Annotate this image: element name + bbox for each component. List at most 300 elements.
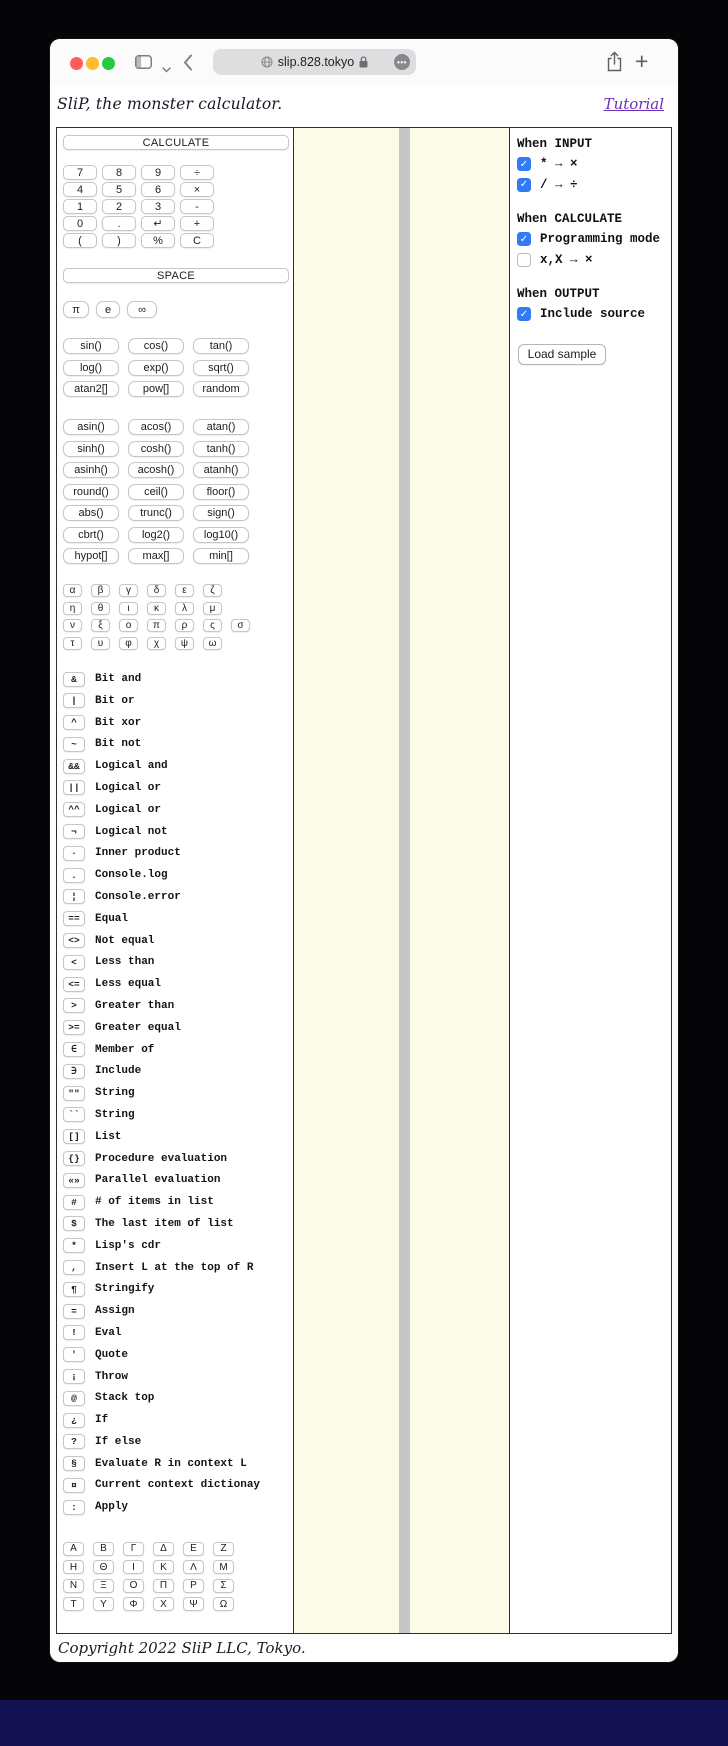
operator-button[interactable]: == xyxy=(63,911,85,926)
operator-list xyxy=(63,672,293,1515)
function-button[interactable]: exp() xyxy=(128,360,184,376)
function-button[interactable]: sin() xyxy=(63,338,119,354)
constant-button[interactable]: ∞ xyxy=(127,301,157,318)
operator-row xyxy=(63,1434,293,1449)
function-button[interactable]: asin() xyxy=(63,419,119,435)
function-button[interactable]: ceil() xyxy=(128,484,184,500)
operator-button[interactable]: ~ xyxy=(63,737,85,752)
greek-letter-button[interactable]: Γ xyxy=(123,1542,144,1556)
globe-icon xyxy=(261,56,273,68)
function-button[interactable]: atan2[] xyxy=(63,381,119,397)
greek-letter-button[interactable]: Υ xyxy=(93,1597,114,1611)
greek-letter-button[interactable]: β xyxy=(91,584,110,597)
button-row xyxy=(63,1560,293,1574)
desktop-background-strip xyxy=(0,1700,728,1746)
function-button[interactable]: log2() xyxy=(128,527,184,543)
function-button[interactable]: cosh() xyxy=(128,441,184,457)
greek-letter-button[interactable]: ι xyxy=(119,602,138,615)
operator-label: String xyxy=(95,1087,135,1100)
button-row xyxy=(63,360,293,376)
operator-row xyxy=(63,1456,293,1471)
greek-letter-button[interactable]: Ρ xyxy=(183,1579,204,1593)
checkbox[interactable]: ✓ xyxy=(517,157,531,171)
greek-letter-button[interactable]: τ xyxy=(63,637,82,650)
operator-label: Include xyxy=(95,1065,142,1078)
operator-label: List xyxy=(95,1130,122,1143)
operator-button[interactable]: ¿ xyxy=(63,1413,85,1428)
greek-letter-button[interactable]: σ xyxy=(231,619,250,632)
operator-button[interactable]: ! xyxy=(63,1325,85,1340)
operator-button[interactable]: ^ xyxy=(63,715,85,730)
page-title: SliP, the monster calculator. xyxy=(57,95,283,113)
editor-pane-left[interactable] xyxy=(294,128,399,1633)
greek-letter-button[interactable]: ε xyxy=(175,584,194,597)
load-sample-button[interactable]: Load sample xyxy=(518,344,606,365)
tutorial-link[interactable]: Tutorial xyxy=(603,95,664,113)
sidebar-toggle-icon[interactable] xyxy=(135,55,152,74)
operator-label: String xyxy=(95,1108,135,1121)
function-button[interactable]: log() xyxy=(63,360,119,376)
button-row xyxy=(63,505,293,521)
button-row xyxy=(63,165,293,180)
greek-letter-button[interactable]: Τ xyxy=(63,1597,84,1611)
options-group-title: When CALCULATE xyxy=(517,212,623,226)
options-group-title: When INPUT xyxy=(517,137,593,151)
operator-label: The last item of list xyxy=(95,1217,234,1230)
numpad-key[interactable]: 6 xyxy=(141,182,175,197)
operator-row xyxy=(63,759,293,774)
operator-row xyxy=(63,1086,293,1101)
operator-row xyxy=(63,977,293,992)
operator-row xyxy=(63,1064,293,1079)
operator-row xyxy=(63,1325,293,1340)
numpad-key[interactable]: 5 xyxy=(102,182,136,197)
numpad-key[interactable]: 9 xyxy=(141,165,175,180)
operator-row xyxy=(63,693,293,708)
operator-button[interactable]: && xyxy=(63,759,85,774)
greek-letter-button[interactable]: π xyxy=(147,619,166,632)
operator-button[interactable]: · xyxy=(63,846,85,861)
greek-letter-button[interactable]: Ψ xyxy=(183,1597,204,1611)
function-button[interactable]: log10() xyxy=(193,527,249,543)
close-window-button[interactable] xyxy=(70,57,83,70)
operator-button[interactable]: # xyxy=(63,1195,85,1210)
operator-row xyxy=(63,1216,293,1231)
operator-row xyxy=(63,1304,293,1319)
operator-button[interactable]: ¬ xyxy=(63,824,85,839)
operator-row xyxy=(63,672,293,687)
operator-button[interactable]: `` xyxy=(63,1107,85,1122)
option-label: * → × xyxy=(540,157,578,171)
column-resizer[interactable] xyxy=(399,128,410,1633)
operator-row xyxy=(63,1478,293,1493)
function-button[interactable]: atanh() xyxy=(193,462,249,478)
function-button[interactable]: sinh() xyxy=(63,441,119,457)
numpad-key[interactable]: 2 xyxy=(102,199,136,214)
function-button[interactable]: acosh() xyxy=(128,462,184,478)
space-button[interactable]: SPACE xyxy=(63,268,289,283)
operator-label: Console.log xyxy=(95,869,168,882)
operator-row xyxy=(63,780,293,795)
operator-button[interactable]: & xyxy=(63,672,85,687)
constant-button[interactable]: π xyxy=(63,301,89,318)
option-label: / → ÷ xyxy=(540,177,578,192)
operator-row xyxy=(63,1173,293,1188)
operator-button[interactable]: § xyxy=(63,1456,85,1471)
operator-button[interactable]: < xyxy=(63,955,85,970)
operator-button[interactable]: $ xyxy=(63,1216,85,1231)
operator-label: Parallel evaluation xyxy=(95,1174,221,1187)
button-row xyxy=(63,1579,293,1593)
option-label: Include source xyxy=(540,307,646,321)
operator-label: Evaluate R in context L xyxy=(95,1457,247,1470)
greek-letter-button[interactable]: κ xyxy=(147,602,166,615)
editor-pane-right[interactable] xyxy=(410,128,509,1633)
operator-label: Equal xyxy=(95,912,129,925)
function-group-2 xyxy=(63,419,293,564)
function-button[interactable]: atan() xyxy=(193,419,249,435)
function-button[interactable]: sqrt() xyxy=(193,360,249,376)
button-row xyxy=(63,462,293,478)
button-row xyxy=(63,182,293,197)
operator-label: Less equal xyxy=(95,978,162,991)
operator-button[interactable]: > xyxy=(63,998,85,1013)
operator-label: Apply xyxy=(95,1501,129,1514)
operator-button[interactable]: , xyxy=(63,1260,85,1275)
operator-label: Current context dictionay xyxy=(95,1479,261,1492)
operator-button[interactable]: * xyxy=(63,1238,85,1253)
function-button[interactable]: pow[] xyxy=(128,381,184,397)
button-row xyxy=(63,1597,293,1611)
greek-letter-button[interactable]: Η xyxy=(63,1560,84,1574)
numpad-key[interactable]: 7 xyxy=(63,165,97,180)
greek-letter-button[interactable]: Α xyxy=(63,1542,84,1556)
option-label: x,X → × xyxy=(540,252,593,267)
operator-row xyxy=(63,868,293,883)
button-row xyxy=(63,1542,293,1556)
function-button[interactable]: random xyxy=(193,381,249,397)
operator-row xyxy=(63,1238,293,1253)
operator-button[interactable]: <> xyxy=(63,933,85,948)
operator-row xyxy=(63,933,293,948)
button-row xyxy=(63,484,293,500)
option-row[interactable] xyxy=(517,306,671,323)
greek-letter-button[interactable]: γ xyxy=(119,584,138,597)
numpad-key[interactable]: ↵ xyxy=(141,216,175,231)
operator-label: If else xyxy=(95,1435,142,1448)
operator-row xyxy=(63,1282,293,1297)
greek-letter-button[interactable]: Ι xyxy=(123,1560,144,1574)
operator-button[interactable]: = xyxy=(63,1304,85,1319)
page-footer xyxy=(50,1634,678,1662)
options-group xyxy=(517,287,671,323)
operator-label: Logical or xyxy=(95,803,162,816)
tool-panel xyxy=(57,128,294,1633)
greek-letter-button[interactable]: Ν xyxy=(63,1579,84,1593)
operator-row xyxy=(63,737,293,752)
numpad-key[interactable]: 3 xyxy=(141,199,175,214)
function-button[interactable]: sign() xyxy=(193,505,249,521)
operator-button[interactable]: "" xyxy=(63,1086,85,1101)
operator-button[interactable]: ¡ xyxy=(63,1369,85,1384)
main-region xyxy=(56,127,672,1634)
greek-letter-button[interactable]: Ο xyxy=(123,1579,144,1593)
checkbox[interactable]: ✓ xyxy=(517,307,531,321)
option-row[interactable] xyxy=(517,231,671,248)
button-row xyxy=(63,233,293,248)
button-row xyxy=(63,527,293,543)
zoom-window-button[interactable] xyxy=(102,57,115,70)
operator-row xyxy=(63,1260,293,1275)
greek-letter-button[interactable]: Ζ xyxy=(213,1542,234,1556)
greek-letter-button[interactable]: Β xyxy=(93,1542,114,1556)
operator-row xyxy=(63,1500,293,1515)
greek-letter-button[interactable]: Λ xyxy=(183,1560,204,1574)
greek-letter-button[interactable]: θ xyxy=(91,602,110,615)
greek-letter-button[interactable]: ο xyxy=(119,619,138,632)
operator-row xyxy=(63,846,293,861)
option-row[interactable] xyxy=(517,251,671,268)
operator-row xyxy=(63,1129,293,1144)
operator-button[interactable]: {} xyxy=(63,1151,85,1166)
operator-label: Bit and xyxy=(95,673,142,685)
operator-label: Bit or xyxy=(95,694,135,707)
button-row xyxy=(63,441,293,457)
operator-button[interactable]: | xyxy=(63,693,85,708)
operator-row xyxy=(63,802,293,817)
operator-label: Bit not xyxy=(95,738,142,751)
numpad-key[interactable]: 1 xyxy=(63,199,97,214)
function-button[interactable]: floor() xyxy=(193,484,249,500)
operator-button[interactable]: ¤ xyxy=(63,1478,85,1493)
share-icon[interactable] xyxy=(606,51,623,77)
operator-row xyxy=(63,824,293,839)
operator-button[interactable]: ? xyxy=(63,1434,85,1449)
operator-label: Bit xor xyxy=(95,716,142,729)
numpad-key[interactable]: 8 xyxy=(102,165,136,180)
greek-lowercase-grid xyxy=(63,584,293,650)
address-bar[interactable] xyxy=(213,49,416,75)
operator-button[interactable]: [] xyxy=(63,1129,85,1144)
greek-letter-button[interactable]: λ xyxy=(175,602,194,615)
function-button[interactable]: trunc() xyxy=(128,505,184,521)
numpad-key[interactable]: × xyxy=(180,182,214,197)
operator-button[interactable]: «» xyxy=(63,1173,85,1188)
browser-toolbar xyxy=(50,39,678,85)
operator-label: Inner product xyxy=(95,847,181,860)
greek-letter-button[interactable]: Ξ xyxy=(93,1579,114,1593)
option-row[interactable] xyxy=(517,156,671,173)
operator-button[interactable]: : xyxy=(63,1500,85,1515)
operator-label: Logical and xyxy=(95,760,168,773)
operator-row xyxy=(63,998,293,1013)
operator-button[interactable]: ' xyxy=(63,1347,85,1362)
minimize-window-button[interactable] xyxy=(86,57,99,70)
operator-label: Not equal xyxy=(95,934,155,947)
function-button[interactable]: abs() xyxy=(63,505,119,521)
greek-letter-button[interactable]: υ xyxy=(91,637,110,650)
function-button[interactable]: max[] xyxy=(128,548,184,564)
operator-row xyxy=(63,1020,293,1035)
operator-row xyxy=(63,1042,293,1057)
chevron-down-icon[interactable] xyxy=(162,60,171,78)
operator-row xyxy=(63,1107,293,1122)
page-settings-icon[interactable]: ••• xyxy=(394,54,410,70)
operator-button[interactable]: . xyxy=(63,868,85,883)
operator-row xyxy=(63,1347,293,1362)
operator-button[interactable]: >= xyxy=(63,1020,85,1035)
options-group xyxy=(517,212,671,268)
greek-letter-button[interactable]: χ xyxy=(147,637,166,650)
numpad-key[interactable]: ) xyxy=(102,233,136,248)
operator-row xyxy=(63,1413,293,1428)
lock-icon xyxy=(359,56,368,68)
operator-label: Member of xyxy=(95,1043,155,1056)
function-button[interactable]: acos() xyxy=(128,419,184,435)
operator-label: Greater equal xyxy=(95,1021,181,1034)
numpad-key[interactable]: 4 xyxy=(63,182,97,197)
button-row xyxy=(63,584,293,597)
button-row xyxy=(63,338,293,354)
greek-letter-button[interactable]: ζ xyxy=(203,584,222,597)
function-button[interactable]: asinh() xyxy=(63,462,119,478)
greek-letter-button[interactable]: Μ xyxy=(213,1560,234,1574)
option-label: Programming mode xyxy=(540,232,661,246)
checkbox[interactable] xyxy=(517,253,531,267)
greek-letter-button[interactable]: η xyxy=(63,602,82,615)
operator-row xyxy=(63,1195,293,1210)
operator-button[interactable]: ∈ xyxy=(63,1042,85,1057)
greek-letter-button[interactable]: φ xyxy=(119,637,138,650)
operator-button[interactable]: <= xyxy=(63,977,85,992)
numpad-key[interactable]: . xyxy=(102,216,136,231)
operator-button[interactable]: || xyxy=(63,780,85,795)
greek-letter-button[interactable]: Ε xyxy=(183,1542,204,1556)
options-panel xyxy=(509,128,671,1633)
numpad-key[interactable]: % xyxy=(141,233,175,248)
operator-row xyxy=(63,715,293,730)
operator-label: Quote xyxy=(95,1348,129,1361)
greek-letter-button[interactable]: Δ xyxy=(153,1542,174,1556)
operator-label: Throw xyxy=(95,1370,129,1383)
greek-letter-button[interactable]: Κ xyxy=(153,1560,174,1574)
operator-row xyxy=(63,955,293,970)
checkbox[interactable]: ✓ xyxy=(517,232,531,246)
operator-label: Eval xyxy=(95,1326,122,1339)
operator-label: Stack top xyxy=(95,1392,155,1405)
operator-label: # of items in list xyxy=(95,1196,214,1209)
options-group-title: When OUTPUT xyxy=(517,287,600,301)
operator-row xyxy=(63,1151,293,1166)
function-group-1 xyxy=(63,338,293,397)
numpad-key[interactable]: + xyxy=(180,216,214,231)
greek-letter-button[interactable]: Σ xyxy=(213,1579,234,1593)
button-row xyxy=(63,637,293,650)
url-text: slip.828.tokyo xyxy=(277,55,355,69)
button-row xyxy=(63,216,293,231)
button-row xyxy=(63,199,293,214)
button-row xyxy=(63,619,293,632)
greek-letter-button[interactable]: Π xyxy=(153,1579,174,1593)
greek-letter-button[interactable]: ς xyxy=(203,619,222,632)
greek-letter-button[interactable]: μ xyxy=(203,602,222,615)
greek-letter-button[interactable]: α xyxy=(63,584,82,597)
greek-letter-button[interactable]: Θ xyxy=(93,1560,114,1574)
operator-button[interactable]: @ xyxy=(63,1391,85,1406)
operator-label: Console.error xyxy=(95,890,181,903)
operator-row xyxy=(63,1391,293,1406)
operator-label: Logical not xyxy=(95,825,168,838)
copyright-text: Copyright 2022 SliP LLC, Tokyo. xyxy=(58,1639,306,1657)
greek-letter-button[interactable]: Χ xyxy=(153,1597,174,1611)
operator-row xyxy=(63,1369,293,1384)
browser-window xyxy=(50,39,678,1662)
greek-letter-button[interactable]: ν xyxy=(63,619,82,632)
page-header xyxy=(50,85,678,127)
numpad-key[interactable]: ( xyxy=(63,233,97,248)
numpad-key[interactable]: ÷ xyxy=(180,165,214,180)
operator-label: Greater than xyxy=(95,999,175,1012)
function-button[interactable]: tan() xyxy=(193,338,249,354)
operator-button[interactable]: ¶ xyxy=(63,1282,85,1297)
greek-letter-button[interactable]: ψ xyxy=(175,637,194,650)
constants-row xyxy=(63,301,293,318)
constant-button[interactable]: e xyxy=(96,301,120,318)
function-button[interactable]: cos() xyxy=(128,338,184,354)
button-row xyxy=(63,548,293,564)
operator-row xyxy=(63,911,293,926)
operator-label: Assign xyxy=(95,1305,135,1318)
function-button[interactable]: min[] xyxy=(193,548,249,564)
operator-label: Procedure evaluation xyxy=(95,1152,228,1165)
new-tab-icon[interactable]: + xyxy=(635,48,649,74)
greek-letter-button[interactable]: ω xyxy=(203,637,222,650)
calculate-button[interactable]: CALCULATE xyxy=(63,135,289,150)
operator-button[interactable]: ¦ xyxy=(63,889,85,904)
operator-label: Less than xyxy=(95,956,155,969)
checkbox[interactable]: ✓ xyxy=(517,178,531,192)
function-button[interactable]: cbrt() xyxy=(63,527,119,543)
function-button[interactable]: hypot[] xyxy=(63,548,119,564)
button-row xyxy=(63,602,293,615)
numpad xyxy=(63,165,293,248)
greek-letter-button[interactable]: δ xyxy=(147,584,166,597)
operator-label: Stringify xyxy=(95,1283,155,1296)
operator-label: Logical or xyxy=(95,781,162,794)
function-button[interactable]: tanh() xyxy=(193,441,249,457)
function-button[interactable]: round() xyxy=(63,484,119,500)
operator-label: Lisp's cdr xyxy=(95,1239,162,1252)
numpad-key[interactable]: 0 xyxy=(63,216,97,231)
back-button-icon[interactable] xyxy=(183,54,193,76)
numpad-key[interactable]: - xyxy=(180,199,214,214)
operator-row xyxy=(63,889,293,904)
operator-label: Insert L at the top of R xyxy=(95,1261,254,1274)
operator-button[interactable]: ^^ xyxy=(63,802,85,817)
operator-label: If xyxy=(95,1414,109,1427)
option-row[interactable] xyxy=(517,176,671,193)
greek-uppercase-grid xyxy=(63,1542,293,1612)
greek-letter-button[interactable]: ρ xyxy=(175,619,194,632)
button-row xyxy=(63,419,293,435)
greek-letter-button[interactable]: Ω xyxy=(213,1597,234,1611)
greek-letter-button[interactable]: Φ xyxy=(123,1597,144,1611)
numpad-key[interactable]: C xyxy=(180,233,214,248)
button-row xyxy=(63,381,293,397)
greek-letter-button[interactable]: ξ xyxy=(91,619,110,632)
operator-button[interactable]: ∋ xyxy=(63,1064,85,1079)
options-group xyxy=(517,137,671,193)
